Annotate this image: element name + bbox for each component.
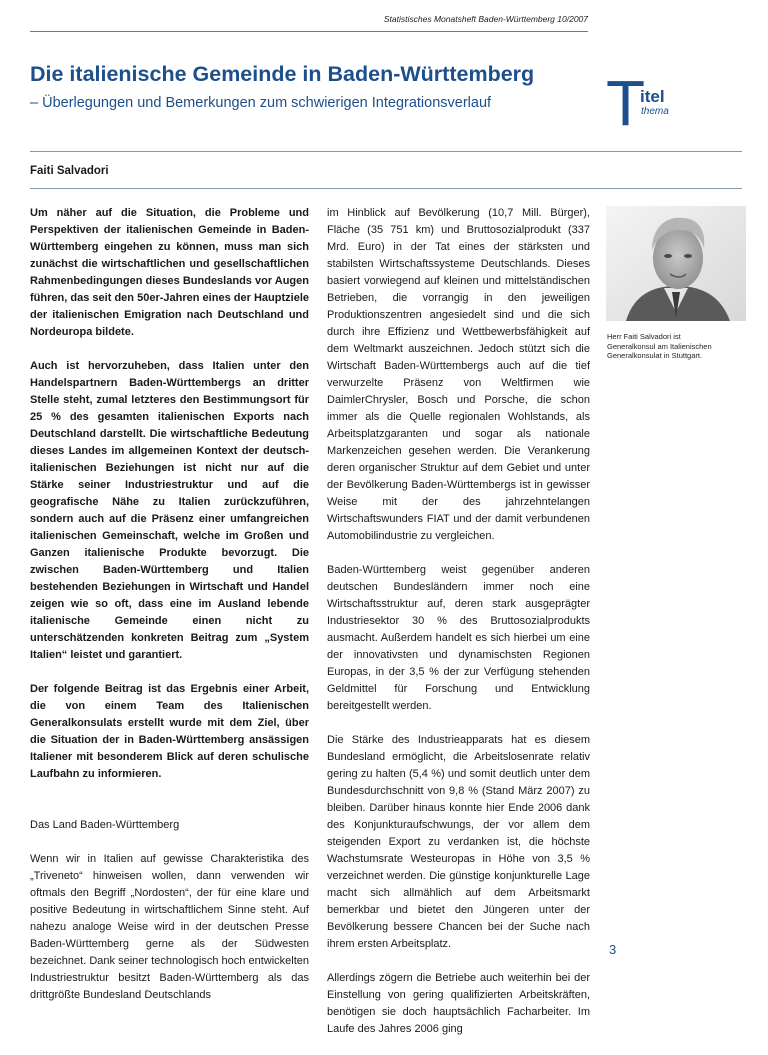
titelthema-logo [604,67,678,139]
body-paragraph: Baden-Württemberg weist gegenüber anderen deutschen Bundesländern immer noch eine Wirtschaftsstruktur auf, deren stark ausgeprägter Industriesektor 30 % des Bruttosozialprodukts ausmacht. Außerdem handelt es sich hierbei um eine der innovativsten und dynamischsten Regionen Europas, in der 3,5 % der zur Verfügung stehenden Geldmittel für Forschung und Entwicklung bereitgestellt werden. [327,564,590,712]
header-rule [30,31,588,32]
portrait-caption: Herr Faiti Salvadori ist Generalkonsul am Italienischen Generalkonsulat in Stuttgart. [607,332,712,360]
lead-paragraph-1: Um näher auf die Situation, die Probleme und Perspektiven der italienischen Gemeinde in Baden-Württemberg eingehen zu können, muss man sich zunächst die wirtschaftlichen und gesellschaftlichen Rahmenbedingungen dieses Bundeslands vor Augen führen, das seit den 50er-Jahren eines der Hauptziele der italienischen Emigration nach Deutschland und Nordeuropa bildete. [30,207,309,338]
running-head: Statistisches Monatsheft Baden-Württemberg 10/2007 [383,14,588,24]
body-paragraph: Die Stärke des Industrieapparats hat es diesem Bundesland ermöglicht, die Arbeitslosenrate relativ gering zu halten (5,4 %) und somit deutlich unter dem Bundesdurchschnitt von 9,8 % (Stand März 2007) zu bleiben. Darüber hinaus konnte hier Ende 2006 dank des Konjunkturaufschwungs, der vor allem dem steigenden Export zu verdanken ist, die höchste Wachstumsrate Westeuropas in Höhe von 3,5 % verzeichnet werden. Die günstige konjunkturelle Lage macht sich allmählich auf dem Arbeitsmarkt bemerkbar und bietet den Jüngeren unter der Bevölkerung bessere Chancen bei der Suche nach ihrem ersten Arbeitsplatz. [327,734,590,950]
logo-word: itel [640,87,665,106]
author-rule-top [30,151,742,152]
section-heading: Das Land Baden-Württemberg [30,819,180,831]
portrait-photo [606,206,746,321]
lead-paragraph-3: Der folgende Beitrag ist das Ergebnis einer Arbeit, die von einem Team des Italienischen Generalkonsulats erstellt wurde mit dem Ziel, über die Situation der in Baden-Württemberg ansässigen Italiener mit besonderem Blick auf deren schulische Laufbahn zu informieren. [30,683,309,780]
body-paragraph: im Hinblick auf Bevölkerung (10,7 Mill. Bürger), Fläche (35 751 km) und Bruttosozialprodukt (337 Mrd. Euro) in der Tat eines der stärksten und stabilsten Wirtschaftssysteme Deutschlands. Dieses basiert vorwiegend auf kleinen und mittelständischen Betrieben, die vorrangig in den jeweiligen Produktionszentren angesiedelt sind und die sich durch ihre Effizienz und Wettbewerbsfähigkeit auf dem Weltmarkt auszeichnen. Jedoch stützt sich die Wirtschaft Baden-Württembergs auch auf die tief verwurzelte Präsenz von Weltfirmen wie DaimlerChrysler, Bosch und Porsche, die schon immer als die Quelle regionalen Wohlstands, als Arbeitsplatzgaranten und sogar als nationale Markenzeichen gesehen werden. Die Verankerung deren organischer Struktur auf dem Gebiet und unter der Bevölkerung Baden-Württembergs ist in gewisser Weise mit der des jahrzehntelangen Wirtschaftswunders FIAT und der damit verbundenen Automobilindustrie zu vergleichen. [327,207,590,542]
column-middle [327,205,590,1055]
logo-letter: T [606,67,646,139]
lead-paragraph-2: Auch ist hervorzuheben, dass Italien unter den Handelspartnern Baden-Württembergs an dritter Stelle steht, zumal letzteres den Bestimmungsort für 25 % des gesamten italienischen Exports nach Deutschland darstellt. Die wirtschaftliche Bedeutung dieses Landes im allgemeinen Kontext der deutsch-italienischen Beziehungen ist nicht nur auf die Stärke seiner Industriestruktur und auf die geografische Nähe zu Italien zurückzuführen, sondern auch auf die Präsenz einer umfangreichen italienischen Gemeinschaft, welche im Großen und Ganzen italienische Produkte bevorzugt. Die zwischen Baden-Württemberg und Italien bestehenden Beziehungen in Wirtschaft und Handel zeigen wie so oft, dass eine im Ausland lebende italienische Gemeinde einen nicht zu unterschätzenden konkreten Beitrag zum „System Italien“ leistet und garantiert. [30,360,309,661]
body-paragraph: Wenn wir in Italien auf gewisse Charakteristika des „Triveneto“ hinweisen wollen, dann verwenden wir oftmals den Begriff „Nordosten“, der für eine klare und positive Bedeutung in wirtschaftlichem Sinne steht. Auf nahezu analoge Weise wird in der deutschen Presse Baden-Württemberg gerne als der Südwesten bezeichnet. Dank seiner technologisch hoch entwickelten Industriestruktur besitzt Baden-Württemberg als das drittgrößte Bundesland Deutschlands [30,853,309,1001]
article-subtitle: – Überlegungen und Bemerkungen zum schwierigen Integrationsverlauf [30,95,492,111]
page-number: 3 [609,942,617,957]
body-paragraph: Allerdings zögern die Betriebe auch weiterhin bei der Einstellung von gering qualifizierten Arbeitskräften, benötigen sie doch hauptsächlich Facharbeiter. Im Laufe des Jahres 2006 ging [327,972,590,1035]
author-rule-bottom [30,188,742,189]
article-title: Die italienische Gemeinde in Baden-Württemberg [30,62,535,86]
column-left [30,205,309,1021]
author-name: Faiti Salvadori [30,165,109,177]
author-portrait [606,206,746,321]
logo-subword: thema [641,106,669,117]
